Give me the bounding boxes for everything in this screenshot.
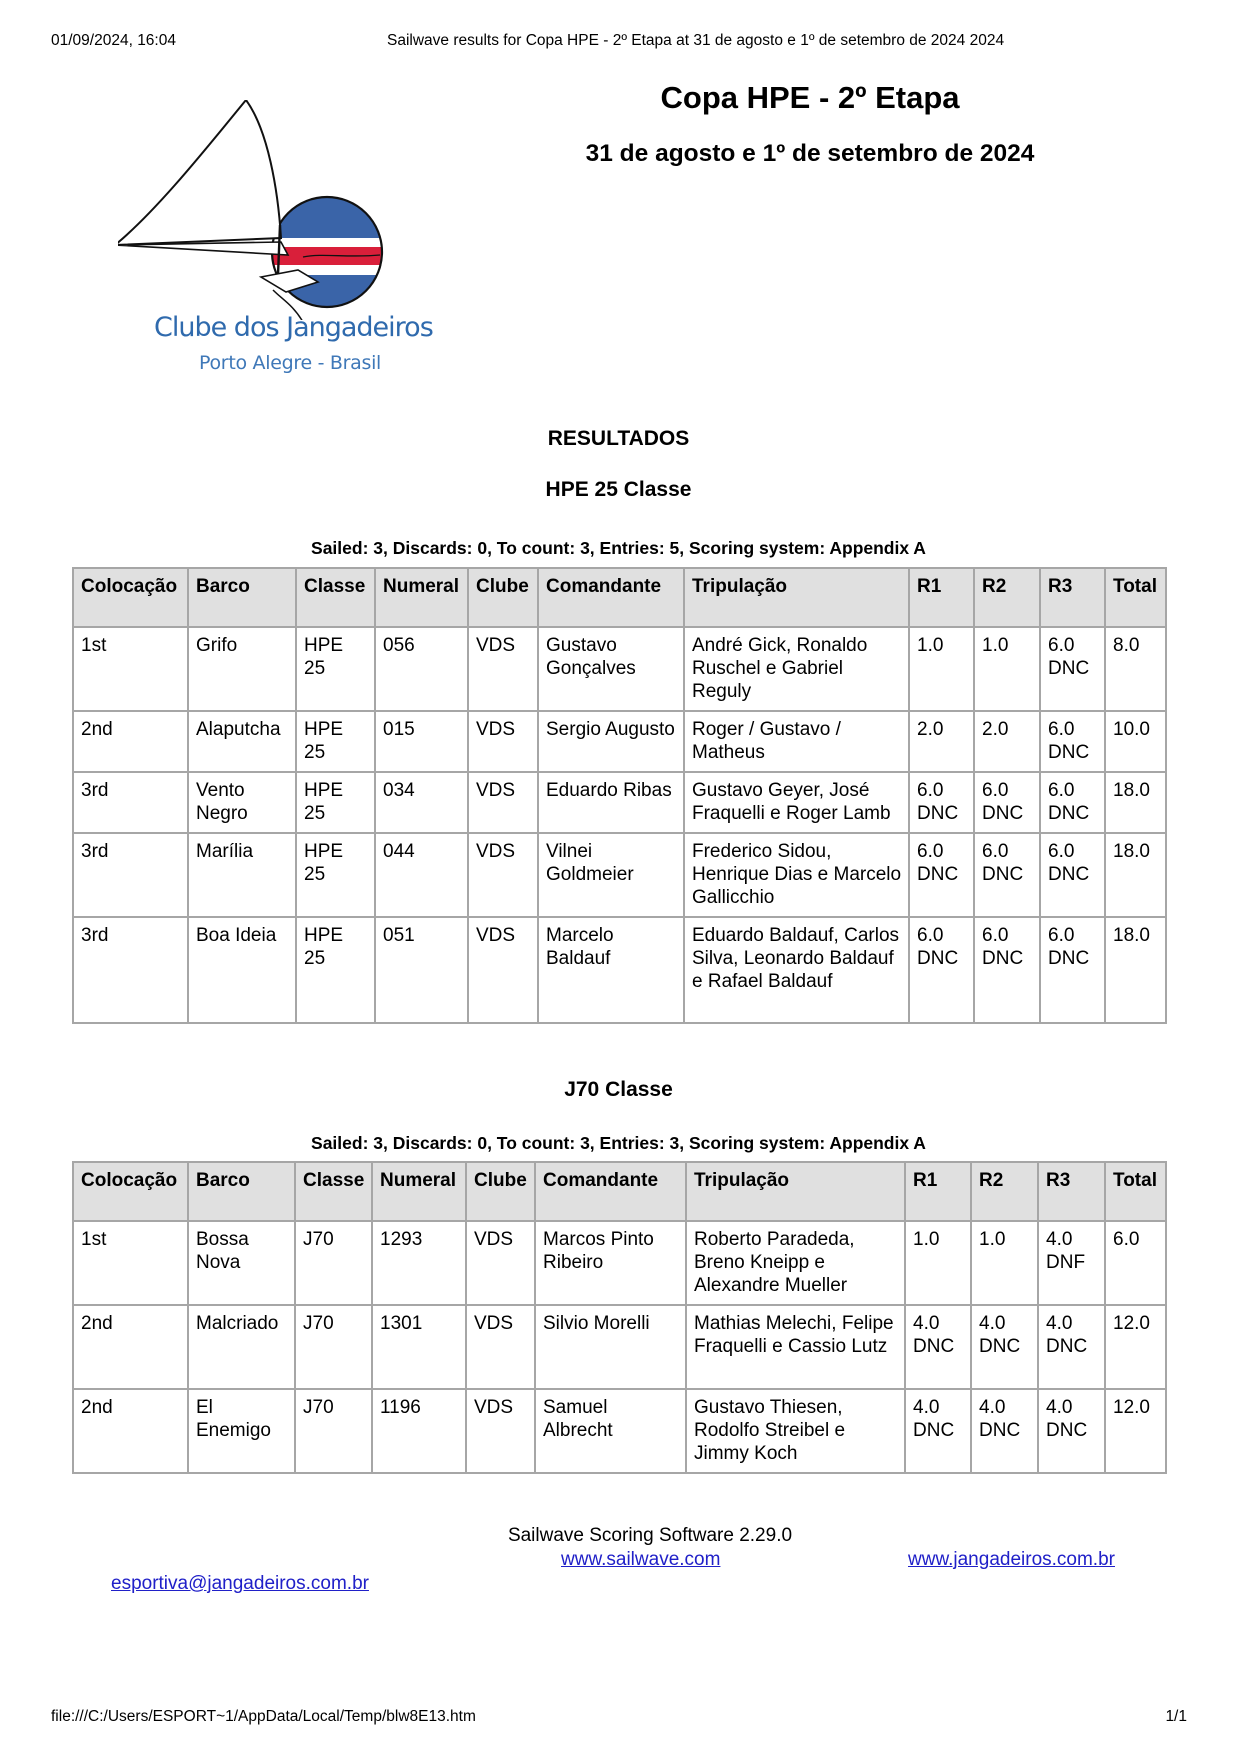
cell-clube: VDS xyxy=(468,917,538,1023)
col-header-total: Total xyxy=(1105,568,1166,627)
col-header-r3: R3 xyxy=(1038,1162,1105,1221)
cell-colocacao: 2nd xyxy=(73,711,188,772)
cell-r1: 2.0 xyxy=(909,711,974,772)
email-link[interactable]: esportiva@jangadeiros.com.br xyxy=(111,1573,369,1594)
results-heading: RESULTADOS xyxy=(547,427,690,450)
cell-numeral: 1301 xyxy=(372,1305,466,1389)
col-header-numeral: Numeral xyxy=(375,568,468,627)
table-row xyxy=(73,627,1166,711)
cell-total: 18.0 xyxy=(1105,917,1166,1023)
cell-clube: VDS xyxy=(468,833,538,917)
table-row xyxy=(73,772,1166,833)
table-header-row xyxy=(73,568,1166,627)
cell-comandante: Samuel Albrecht xyxy=(535,1389,686,1473)
cell-r2: 2.0 xyxy=(974,711,1040,772)
cell-r3: 6.0 DNC xyxy=(1040,711,1105,772)
cell-comandante: Vilnei Goldmeier xyxy=(538,833,684,917)
class-summary-j70: Sailed: 3, Discards: 0, To count: 3, Entries: 3, Scoring system: Appendix A xyxy=(311,1133,926,1153)
cell-colocacao: 3rd xyxy=(73,772,188,833)
cell-classe: J70 xyxy=(295,1221,372,1305)
col-header-r2: R2 xyxy=(974,568,1040,627)
cell-comandante: Marcelo Baldauf xyxy=(538,917,684,1023)
print-header xyxy=(0,32,1240,52)
cell-colocacao: 1st xyxy=(73,627,188,711)
sailboat-emblem-icon xyxy=(118,100,428,320)
cell-total: 12.0 xyxy=(1105,1305,1166,1389)
event-dates: 31 de agosto e 1º de setembro de 2024 xyxy=(585,140,1035,167)
cell-numeral: 1196 xyxy=(372,1389,466,1473)
cell-r1: 6.0 DNC xyxy=(909,917,974,1023)
cell-r2: 6.0 DNC xyxy=(974,917,1040,1023)
cell-clube: VDS xyxy=(468,711,538,772)
cell-classe: HPE 25 xyxy=(296,627,375,711)
table-row xyxy=(73,1221,1166,1305)
print-date: 01/09/2024, 16:04 xyxy=(51,32,176,49)
cell-classe: J70 xyxy=(295,1389,372,1473)
cell-classe: HPE 25 xyxy=(296,772,375,833)
cell-total: 10.0 xyxy=(1105,711,1166,772)
col-header-r3: R3 xyxy=(1040,568,1105,627)
table-row xyxy=(73,1389,1166,1473)
cell-comandante: Sergio Augusto xyxy=(538,711,684,772)
cell-r1: 6.0 DNC xyxy=(909,833,974,917)
cell-barco: Alaputcha xyxy=(188,711,296,772)
event-title: Copa HPE - 2º Etapa xyxy=(660,80,960,115)
cell-tripulacao: André Gick, Ronaldo Ruschel e Gabriel Reguly xyxy=(684,627,909,711)
cell-barco: Bossa Nova xyxy=(188,1221,295,1305)
cell-barco: Malcriado xyxy=(188,1305,295,1389)
cell-comandante: Gustavo Gonçalves xyxy=(538,627,684,711)
cell-r2: 4.0 DNC xyxy=(971,1305,1038,1389)
cell-classe: HPE 25 xyxy=(296,711,375,772)
cell-total: 18.0 xyxy=(1105,833,1166,917)
club-logo xyxy=(118,100,433,380)
cell-r2: 1.0 xyxy=(971,1221,1038,1305)
club-city: Porto Alegre - Brasil xyxy=(199,352,382,374)
cell-barco: Grifo xyxy=(188,627,296,711)
cell-tripulacao: Eduardo Baldauf, Carlos Silva, Leonardo Baldauf e Rafael Baldauf xyxy=(684,917,909,1023)
results-table-j70 xyxy=(72,1161,1167,1474)
col-header-classe: Classe xyxy=(295,1162,372,1221)
class-summary-hpe25: Sailed: 3, Discards: 0, To count: 3, Entries: 5, Scoring system: Appendix A xyxy=(311,538,926,558)
cell-numeral: 034 xyxy=(375,772,468,833)
cell-numeral: 044 xyxy=(375,833,468,917)
cell-r3: 4.0 DNF xyxy=(1038,1221,1105,1305)
cell-clube: VDS xyxy=(466,1305,535,1389)
col-header-tripulacao: Tripulação xyxy=(686,1162,905,1221)
cell-total: 8.0 xyxy=(1105,627,1166,711)
cell-numeral: 1293 xyxy=(372,1221,466,1305)
cell-barco: El Enemigo xyxy=(188,1389,295,1473)
cell-total: 6.0 xyxy=(1105,1221,1166,1305)
class-title-hpe25: HPE 25 Classe xyxy=(545,478,692,501)
print-footer xyxy=(0,1708,1240,1728)
club-name: Clube dos Jangadeiros xyxy=(154,312,433,343)
cell-r2: 6.0 DNC xyxy=(974,772,1040,833)
cell-barco: Marília xyxy=(188,833,296,917)
page-number: 1/1 xyxy=(1165,1708,1187,1725)
cell-colocacao: 3rd xyxy=(73,917,188,1023)
cell-r3: 6.0 DNC xyxy=(1040,772,1105,833)
cell-tripulacao: Gustavo Thiesen, Rodolfo Streibel e Jimmy Koch xyxy=(686,1389,905,1473)
software-credit: Sailwave Scoring Software 2.29.0 xyxy=(507,1525,793,1546)
cell-tripulacao: Frederico Sidou, Henrique Dias e Marcelo Gallicchio xyxy=(684,833,909,917)
cell-tripulacao: Gustavo Geyer, José Fraquelli e Roger Lamb xyxy=(684,772,909,833)
col-header-barco: Barco xyxy=(188,1162,295,1221)
cell-total: 18.0 xyxy=(1105,772,1166,833)
cell-numeral: 015 xyxy=(375,711,468,772)
col-header-clube: Clube xyxy=(466,1162,535,1221)
cell-numeral: 051 xyxy=(375,917,468,1023)
col-header-r2: R2 xyxy=(971,1162,1038,1221)
cell-colocacao: 2nd xyxy=(73,1305,188,1389)
cell-r3: 6.0 DNC xyxy=(1040,833,1105,917)
cell-classe: J70 xyxy=(295,1305,372,1389)
cell-r2: 1.0 xyxy=(974,627,1040,711)
cell-r3: 6.0 DNC xyxy=(1040,627,1105,711)
cell-r1: 4.0 DNC xyxy=(905,1305,971,1389)
results-table-hpe25 xyxy=(72,567,1167,1024)
sailwave-link[interactable]: www.sailwave.com xyxy=(561,1549,721,1570)
cell-r2: 6.0 DNC xyxy=(974,833,1040,917)
cell-classe: HPE 25 xyxy=(296,833,375,917)
cell-total: 12.0 xyxy=(1105,1389,1166,1473)
cell-comandante: Marcos Pinto Ribeiro xyxy=(535,1221,686,1305)
cell-tripulacao: Mathias Melechi, Felipe Fraquelli e Cassio Lutz xyxy=(686,1305,905,1389)
cell-barco: Vento Negro xyxy=(188,772,296,833)
cell-r1: 1.0 xyxy=(909,627,974,711)
table-row xyxy=(73,917,1166,1023)
cell-barco: Boa Ideia xyxy=(188,917,296,1023)
table-header-row xyxy=(73,1162,1166,1221)
cell-r3: 6.0 DNC xyxy=(1040,917,1105,1023)
cell-r1: 1.0 xyxy=(905,1221,971,1305)
cell-clube: VDS xyxy=(468,627,538,711)
table-row xyxy=(73,711,1166,772)
cell-r3: 4.0 DNC xyxy=(1038,1389,1105,1473)
cell-colocacao: 1st xyxy=(73,1221,188,1305)
col-header-comandante: Comandante xyxy=(535,1162,686,1221)
cell-r1: 6.0 DNC xyxy=(909,772,974,833)
cell-r1: 4.0 DNC xyxy=(905,1389,971,1473)
col-header-tripulacao: Tripulação xyxy=(684,568,909,627)
cell-clube: VDS xyxy=(466,1389,535,1473)
col-header-r1: R1 xyxy=(905,1162,971,1221)
class-title-j70: J70 Classe xyxy=(564,1078,673,1101)
cell-clube: VDS xyxy=(466,1221,535,1305)
table-row xyxy=(73,833,1166,917)
print-doc-title: Sailwave results for Copa HPE - 2º Etapa at 31 de agosto e 1º de setembro de 2024 2024 xyxy=(387,32,1005,49)
col-header-r1: R1 xyxy=(909,568,974,627)
col-header-colocacao: Colocação xyxy=(73,568,188,627)
cell-colocacao: 3rd xyxy=(73,833,188,917)
col-header-comandante: Comandante xyxy=(538,568,684,627)
table-row xyxy=(73,1305,1166,1389)
cell-clube: VDS xyxy=(468,772,538,833)
cell-tripulacao: Roberto Paradeda, Breno Kneipp e Alexandre Mueller xyxy=(686,1221,905,1305)
cell-tripulacao: Roger / Gustavo / Matheus xyxy=(684,711,909,772)
cell-r2: 4.0 DNC xyxy=(971,1389,1038,1473)
cell-comandante: Silvio Morelli xyxy=(535,1305,686,1389)
cell-numeral: 056 xyxy=(375,627,468,711)
col-header-barco: Barco xyxy=(188,568,296,627)
file-path: file:///C:/Users/ESPORT~1/AppData/Local/Temp/blw8E13.htm xyxy=(51,1708,476,1725)
col-header-total: Total xyxy=(1105,1162,1166,1221)
col-header-numeral: Numeral xyxy=(372,1162,466,1221)
club-website-link[interactable]: www.jangadeiros.com.br xyxy=(908,1549,1115,1570)
col-header-colocacao: Colocação xyxy=(73,1162,188,1221)
cell-comandante: Eduardo Ribas xyxy=(538,772,684,833)
cell-colocacao: 2nd xyxy=(73,1389,188,1473)
cell-classe: HPE 25 xyxy=(296,917,375,1023)
col-header-classe: Classe xyxy=(296,568,375,627)
cell-r3: 4.0 DNC xyxy=(1038,1305,1105,1389)
col-header-clube: Clube xyxy=(468,568,538,627)
